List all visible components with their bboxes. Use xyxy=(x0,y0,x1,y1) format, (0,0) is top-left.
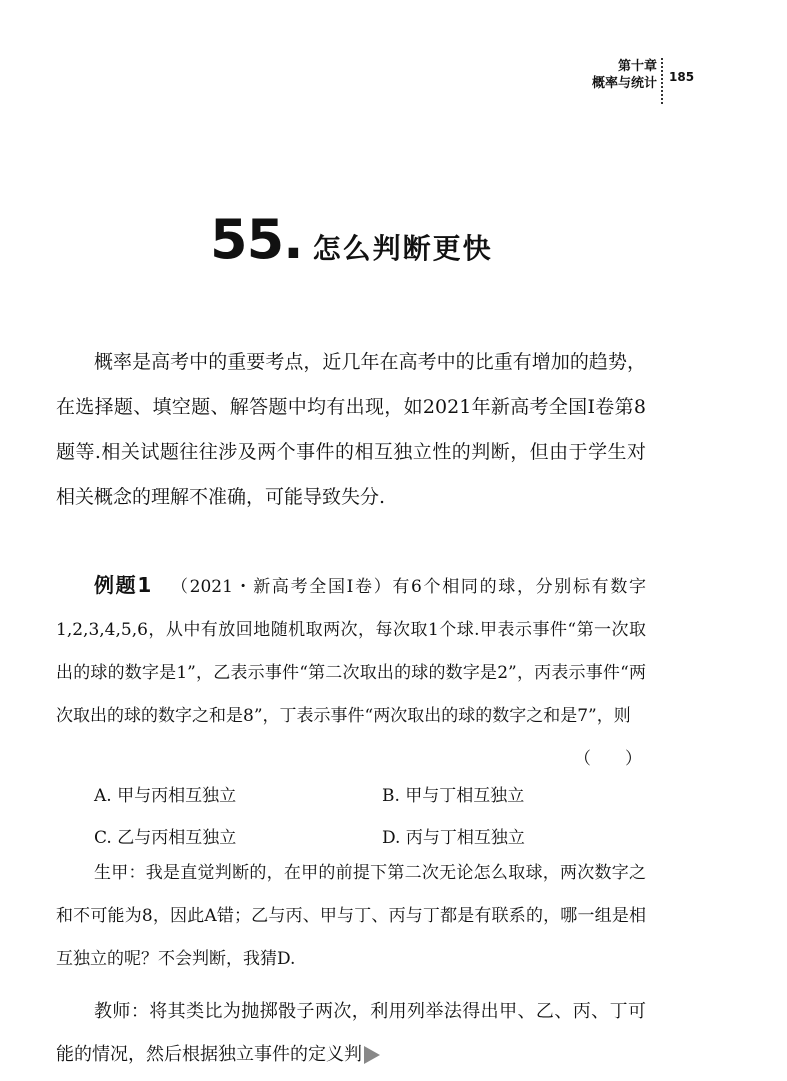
running-head xyxy=(592,58,657,92)
option-c: C. 乙与丙相互独立 xyxy=(94,828,237,848)
intro-paragraph: 概率是高考中的重要考点，近几年在高考中的比重有增加的趋势，在选择题、填空题、解答题中均有出现，如2021年新高考全国Ⅰ卷第8题等.相关试题往往涉及两个事件的相互独立性的判断，但由于学生对相关概念的理解不准确，可能导致失分. xyxy=(56,351,646,508)
option-list xyxy=(94,775,654,859)
cursor-arrow-icon xyxy=(364,1046,380,1064)
option-b: B. 甲与丁相互独立 xyxy=(382,786,525,806)
student-dialogue: 生甲：我是直觉判断的，在甲的前提下第二次无论怎么取球，两次数字之和不可能为8，因此A错；乙与丙、甲与丁、丙与丁都是有联系的，哪一组是相互独立的呢？不会判断，我猜D. xyxy=(56,863,646,969)
example-label: 例题1 xyxy=(94,573,152,597)
example-paragraph xyxy=(56,564,646,781)
page-number: 185 xyxy=(669,70,695,84)
teacher-dialogue-text: 教师：将其类比为抛掷骰子两次，利用列举法得出甲、乙、丙、丁可能的情况，然后根据独立事件的定义判 xyxy=(56,1001,646,1065)
answer-bracket: （ ） xyxy=(574,749,642,769)
title-number: 55. xyxy=(210,208,303,271)
running-head-divider xyxy=(661,58,663,104)
option-a: A. 甲与丙相互独立 xyxy=(94,786,237,806)
teacher-dialogue xyxy=(56,990,646,1076)
title-text: 怎么判断更快 xyxy=(312,232,493,265)
example-text: （2021・新高考全国Ⅰ卷）有6个相同的球，分别标有数字1,2,3,4,5,6，从中有放回地随机取两次，每次取1个球.甲表示事件“第一次取出的球的数字是1”，乙表示事件“第二次取出的球的数字是2”，丙表示事件“两次取出的球的数字之和是8”，丁表示事件“两次取出的球的数字之和是7”，则 xyxy=(56,577,647,726)
option-d: D. 丙与丁相互独立 xyxy=(382,828,525,848)
running-head-chapter: 第十章 xyxy=(617,59,657,74)
running-head-section: 概率与统计 xyxy=(591,76,657,91)
page-title xyxy=(210,208,493,271)
